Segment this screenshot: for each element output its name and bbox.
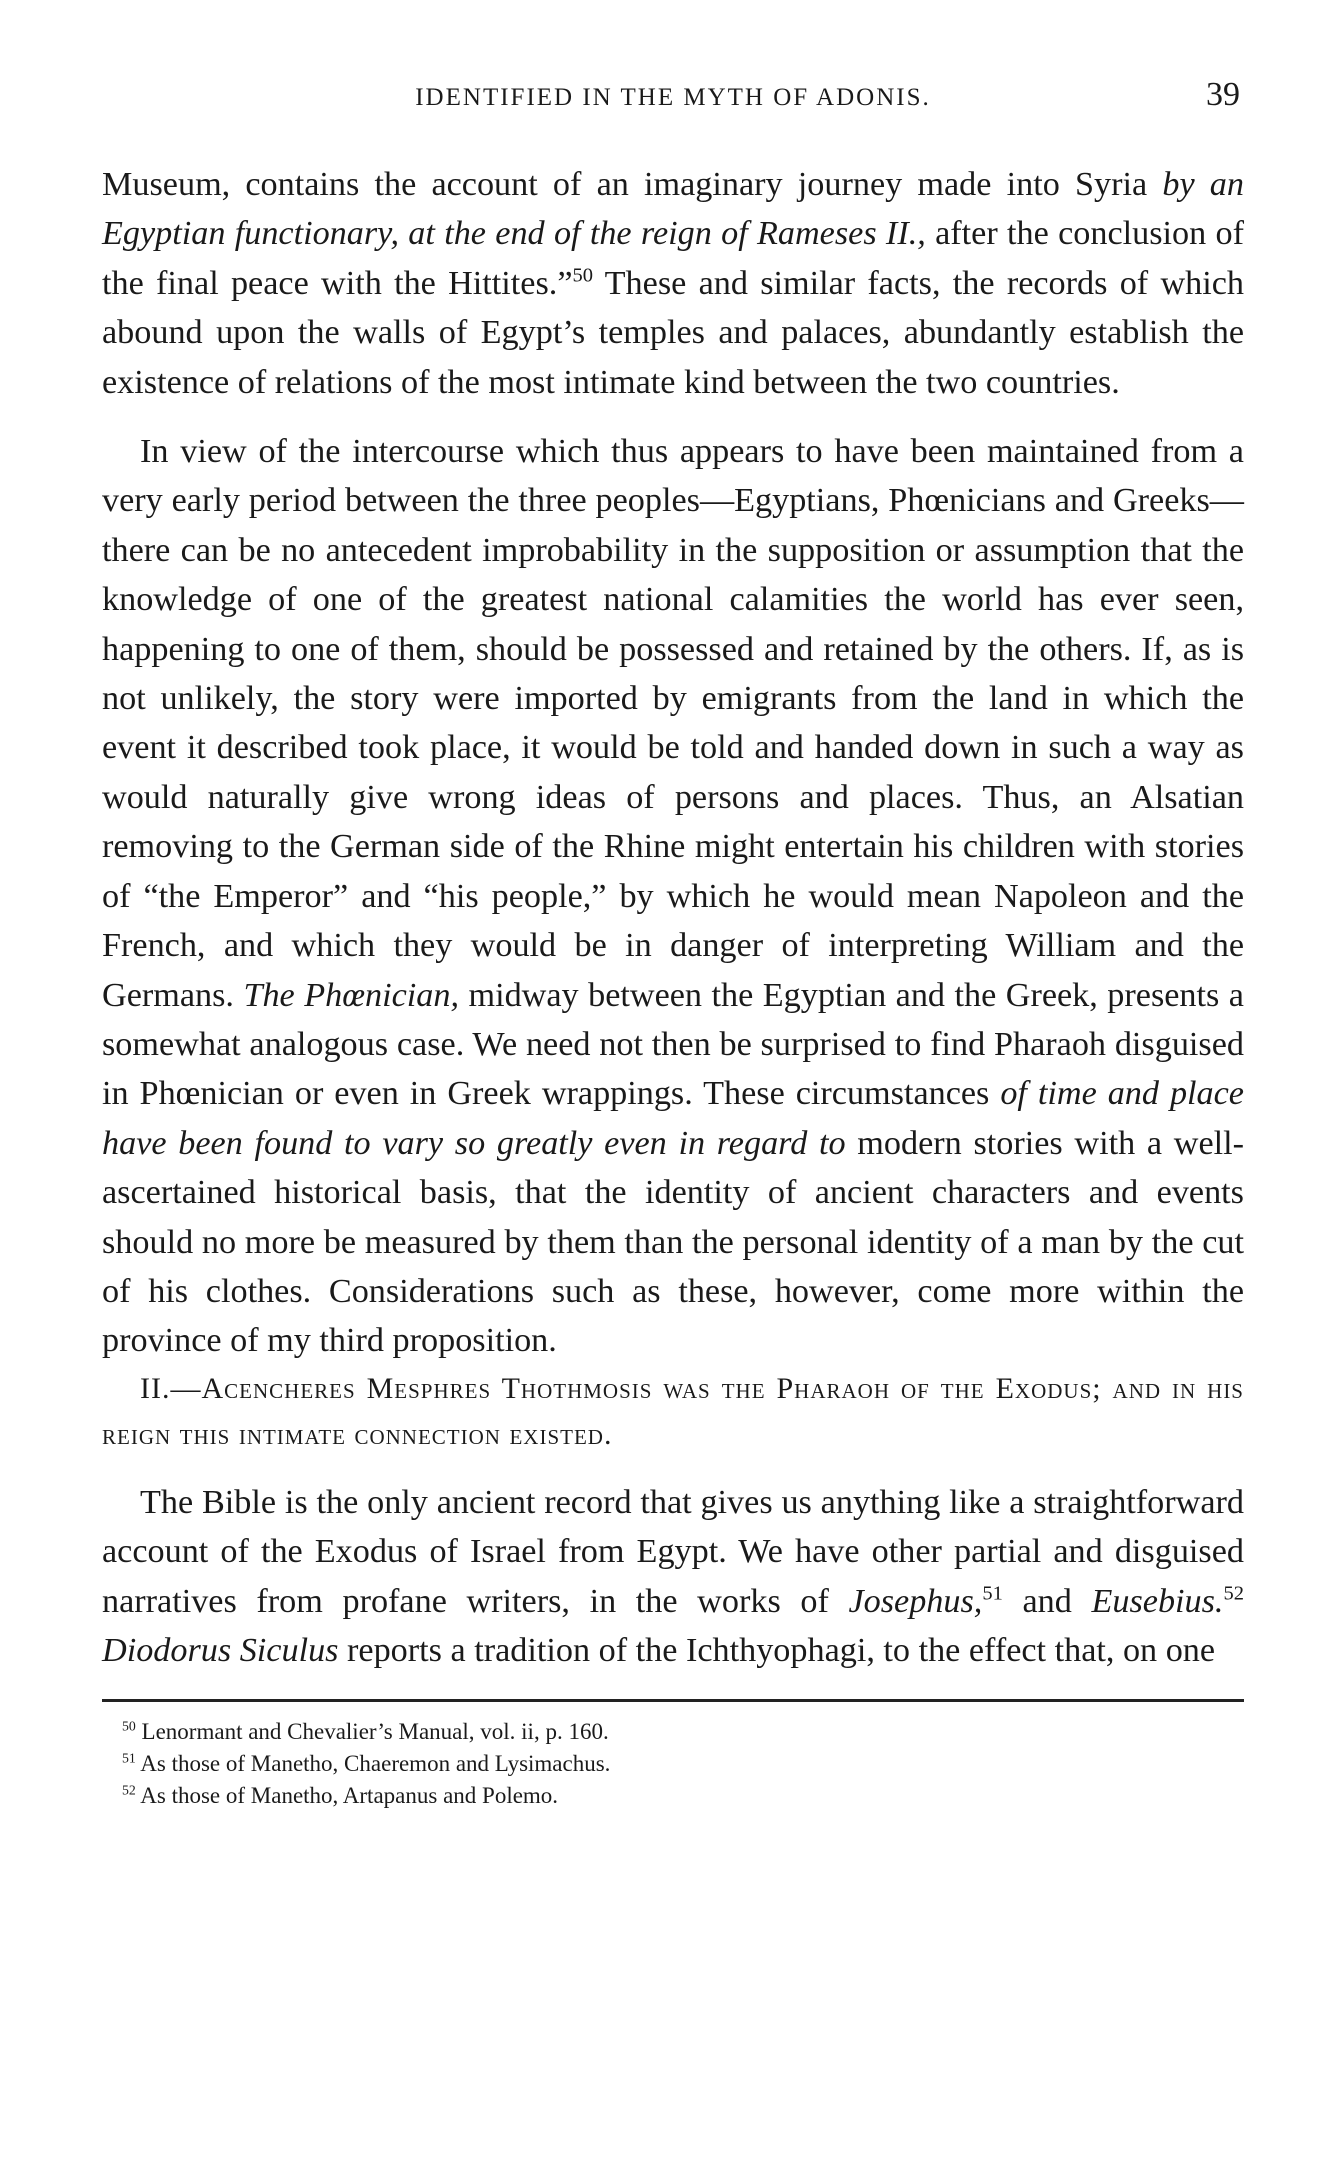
p3-eusebius: Eusebius. [1091, 1582, 1224, 1620]
footnote-51 [122, 1748, 1244, 1780]
paragraph-3 [102, 1478, 1244, 1676]
p1-text-d: These and similar facts, the records of which abound upon the walls of Egypt’s temples and palaces, abundantly establish the existence of relations of the most intimate kind between the two countries. [102, 264, 1244, 401]
footnote-ref-50: 50 [572, 264, 594, 287]
p3-text-a: The Bible is the only ancient record that gives us anything like a straightforward account of the Exodus of Israel from Egypt. We have other partial and disguised narratives from profane writers, in the works of [102, 1483, 1244, 1620]
footnotes [102, 1716, 1244, 1812]
footnote-ref-52: 52 [1223, 1582, 1244, 1605]
footnote-52 [122, 1780, 1244, 1812]
p3-josephus: Josephus, [848, 1582, 983, 1620]
footnote-ref-51: 51 [982, 1582, 1003, 1605]
paragraph-1 [102, 160, 1244, 407]
running-head [102, 78, 1244, 118]
footnote-rule [102, 1699, 1244, 1702]
body-text [102, 160, 1244, 1675]
p2-text-a: In view of the intercourse which thus appears to have been maintained from a very early period between the three peoples—Egyptians, Phœnicians and Greeks—there can be no antecedent improbability in the supposition or assumption that the knowledge of one of the greatest national calamities the world has ever seen, happening to one of them, should be possessed and retained by the others. If, as is not unlikely, the story were imported by emigrants from the land in which the event it described took place, it would be told and handed down in such a way as would naturally give wrong ideas of persons and places. Thus, an Alsatian removing to the German side of the Rhine might entertain his children with stories of “the Emperor” and “his people,” by which he would mean Napoleon and the French, and which they would be in danger of interpreting William and the Germans. [102, 433, 1244, 1014]
footnote-text: As those of Manetho, Chaeremon and Lysimachus. [140, 1751, 611, 1777]
paragraph-2 [102, 427, 1244, 1366]
footnote-text: Lenormant and Chevalier’s Manual, vol. ii, p. 160. [141, 1719, 609, 1745]
p3-text-b: reports a tradition of the Ichthyophagi, to the effect that, on one [338, 1631, 1216, 1669]
p1-text-a: Museum, contains the account of an imaginary journey made into Syria [102, 166, 1163, 203]
footnote-50 [122, 1716, 1244, 1748]
footnote-text: As those of Manetho, Artapanus and Polemo. [140, 1783, 559, 1809]
p2-text-e: modern stories with a well-ascertained historical basis, that the identity of ancient characters and events should no more be measured by them than the personal identity of a man by the cut of his clothes. Considerations such as these, however, come more within the province of my third proposition. [102, 1124, 1245, 1360]
footnote-num: 52 [122, 1782, 136, 1798]
footnote-num: 51 [122, 1750, 136, 1766]
p3-and: and [1002, 1582, 1092, 1620]
p2-italic-2: of time and place have been found to vary so greatly even in regard to [102, 1075, 1244, 1162]
book-page [102, 78, 1244, 1812]
p1-text-c: after the conclusion of the final peace with the Hittites.” [102, 215, 1244, 302]
footnote-num: 50 [122, 1718, 136, 1734]
p2-text-c: midway between the Egyptian and the Greek, presents a somewhat analogous case. We need not then be surprised to find Pharaoh disguised in Phœnician or even in Greek wrappings. These circumstances [102, 976, 1244, 1113]
page-number: 39 [1206, 76, 1240, 113]
p1-italic: by an Egyptian functionary, at the end of the reign of Rameses II., [102, 166, 1244, 253]
p2-italic-1: The Phœnician, [243, 976, 459, 1014]
section-heading: II.—Acencheres Mesphres Thothmosis was the Pharaoh of the Exodus; and in his reign this intimate connection existed. [102, 1371, 1244, 1451]
running-title: IDENTIFIED IN THE MYTH OF ADONIS. [415, 84, 931, 111]
p3-diodorus: Diodorus Siculus [102, 1631, 339, 1669]
